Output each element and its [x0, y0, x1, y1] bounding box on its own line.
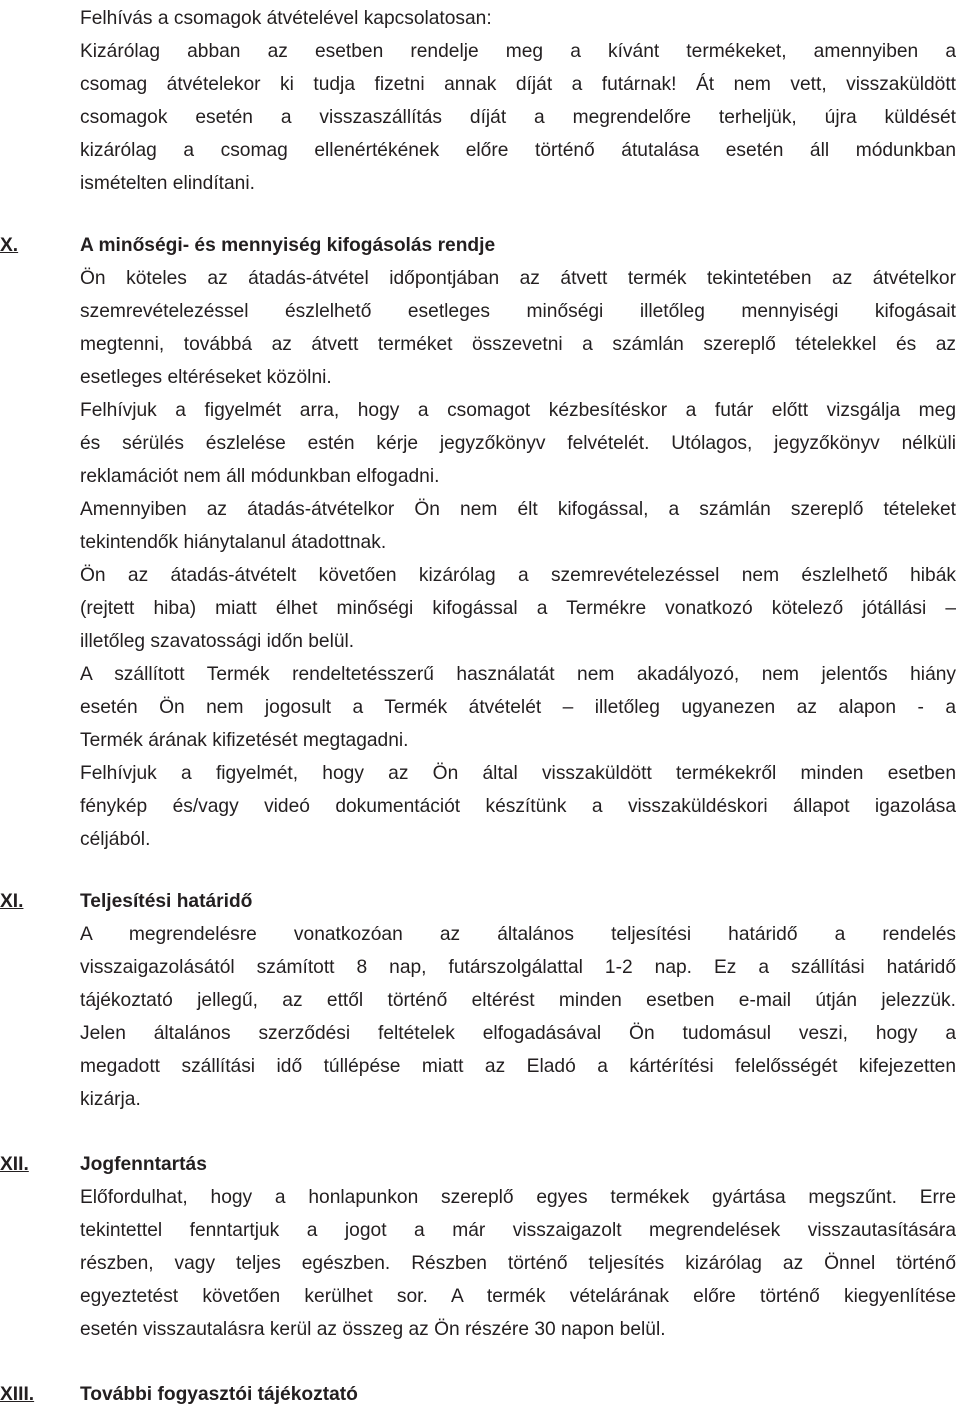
section-line: visszaigazolásától számított 8 nap, futárszolgálattal 1-2 nap. Ez a szállítási határidő — [80, 957, 956, 978]
section-line: reklamációt nem áll módunkban elfogadni. — [80, 466, 440, 487]
section-line: Felhívjuk a figyelmét arra, hogy a csomagot kézbesítéskor a futár előtt vizsgálja meg — [80, 400, 956, 421]
section-line: egyeztetést követően kerülhet sor. A termék vételárának előre történő kiegyenlítése — [80, 1286, 956, 1307]
section-line: (rejtett hiba) miatt élhet minőségi kifogással a Termékre vonatkozó kötelező jótállási – — [80, 598, 956, 619]
section-line: tekintettel fenntartjuk a jogot a már visszaigazolt megrendelések visszautasítására — [80, 1220, 956, 1241]
section-number: XII. — [0, 1154, 29, 1175]
intro-line: kizárólag a csomag ellenértékének előre történő átutalása esetén áll módunkban — [80, 140, 956, 161]
intro-line: Kizárólag abban az esetben rendelje meg a kívánt termékeket, amennyiben a — [80, 41, 956, 62]
section-number: XIII. — [0, 1384, 35, 1405]
section-line: megtenni, továbbá az átvett terméket összevetni a számlán szereplő tételekkel és az — [80, 334, 956, 355]
section-title: További fogyasztói tájékoztató — [80, 1384, 358, 1405]
section-line: kizárja. — [80, 1089, 141, 1110]
section-line: Ön az átadás-átvételt követően kizárólag a szemrevételezéssel nem észlelhető hibák — [80, 565, 956, 586]
section-line: A szállított Termék rendeltetésszerű használatát nem akadályozó, nem jelentős hiány — [80, 664, 956, 685]
section-line: tájékoztató jellegű, az ettől történő eltérést minden esetben e-mail útján jelezzük. — [80, 990, 956, 1011]
section-line: Felhívjuk a figyelmét, hogy az Ön által visszaküldött termékekről minden esetben — [80, 763, 956, 784]
section-number: X. — [0, 235, 19, 256]
section-title: A minőségi- és mennyiség kifogásolás rendje — [80, 235, 496, 256]
section-line: megadott szállítási idő túllépése miatt az Eladó a kártérítési felelősségét kifejezetten — [80, 1056, 956, 1077]
section-line: esetén Ön nem jogosult a Termék átvételét – illetőleg ugyanezen az alapon - a — [80, 697, 956, 718]
intro-line: csomagok esetén a visszaszállítás díját a megrendelőre terheljük, újra küldését — [80, 107, 956, 128]
section-line: céljából. — [80, 829, 151, 850]
section-title: Jogfenntartás — [80, 1154, 207, 1175]
section-line: és sérülés észlelése estén kérje jegyzőkönyv felvételét. Utólagos, jegyzőkönyv nélküli — [80, 433, 956, 454]
section-line: szemrevételezéssel észlelhető esetleges minőségi illetőleg mennyiségi kifogásait — [80, 301, 956, 322]
intro-title: Felhívás a csomagok átvételével kapcsolatosan: — [80, 8, 492, 29]
section-line: Ön köteles az átadás-átvétel időpontjában az átvett termék tekintetében az átvételkor — [80, 268, 956, 289]
intro-line: ismételten elindítani. — [80, 173, 255, 194]
section-title: Teljesítési határidő — [80, 891, 253, 912]
section-line: részben, vagy teljes egészben. Részben történő teljesítés kizárólag az Önnel történő — [80, 1253, 956, 1274]
section-line: tekintendők hiánytalanul átadottnak. — [80, 532, 387, 553]
section-number: XI. — [0, 891, 24, 912]
section-line: Termék árának kifizetését megtagadni. — [80, 730, 409, 751]
section-line: esetén visszautalásra kerül az összeg az Ön részére 30 napon belül. — [80, 1319, 666, 1340]
section-line: fénykép és/vagy videó dokumentációt készítünk a visszaküldéskori állapot igazolása — [80, 796, 956, 817]
section-line: Előfordulhat, hogy a honlapunkon szereplő egyes termékek gyártása megszűnt. Erre — [80, 1187, 956, 1208]
section-line: illetőleg szavatossági időn belül. — [80, 631, 355, 652]
section-line: esetleges eltéréseket közölni. — [80, 367, 332, 388]
section-line: A megrendelésre vonatkozóan az általános teljesítési határidő a rendelés — [80, 924, 956, 945]
section-line: Amennyiben az átadás-átvételkor Ön nem élt kifogással, a számlán szereplő tételeket — [80, 499, 956, 520]
section-line: Jelen általános szerződési feltételek elfogadásával Ön tudomásul veszi, hogy a — [80, 1023, 956, 1044]
intro-line: csomag átvételekor ki tudja fizetni annak díját a futárnak! Át nem vett, visszaküldött — [80, 74, 956, 95]
